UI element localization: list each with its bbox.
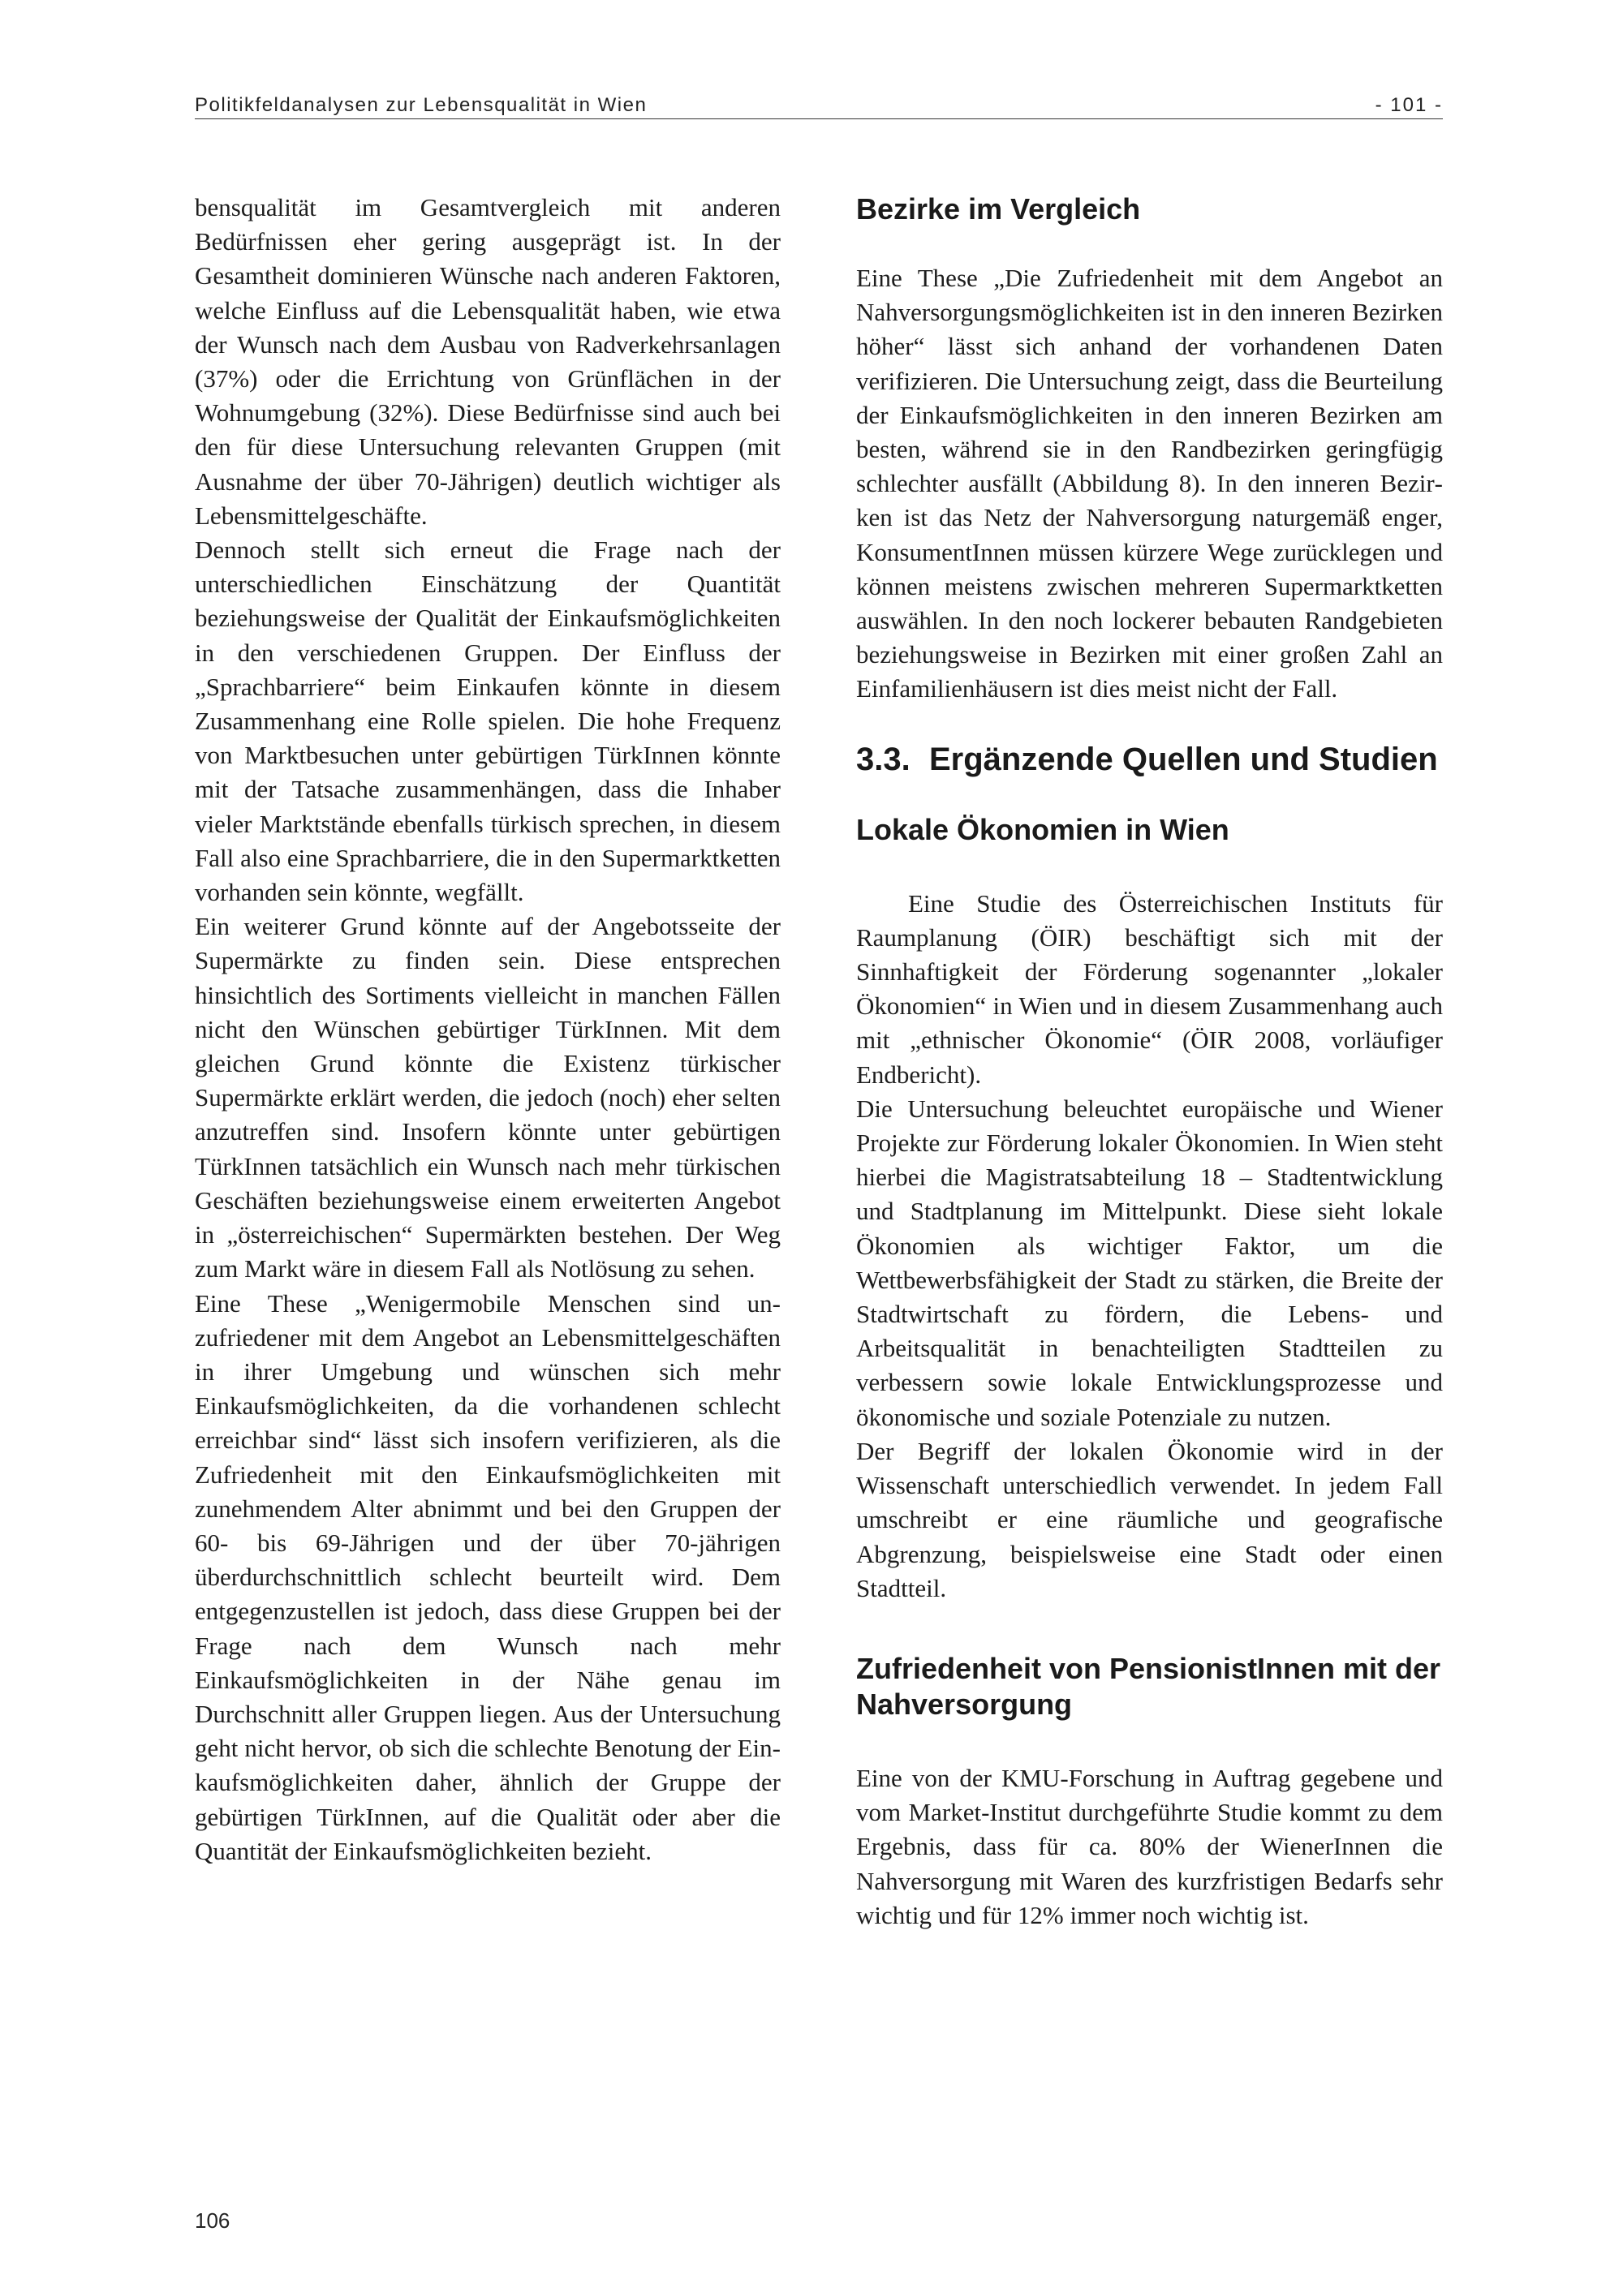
body-paragraph: Dennoch stellt sich erneut die Frage nach der unterschiedlichen Einschätzung der Quantität beziehungsweise der Qualität der Einkaufsmöglichkeiten in den verschiedenen Gruppen. Der Einfluss der „Sprachbarriere“ beim Einkaufen könnte in diesem Zusammenhang eine Rolle spielen. Die hohe Frequenz von Marktbesuchen unter gebürtigen TürkInnen könnte mit der Tatsache zusammenhängen, dass die Inhaber vieler Marktstände ebenfalls türkisch sprechen, in diesem Fall also eine Sprachbarriere, die in den Supermarktketten vorhanden sein könnte, wegfällt. — [195, 535, 781, 907]
right-column — [856, 191, 1443, 1933]
section-title: Ergänzende Quellen und Studien — [929, 741, 1438, 777]
subheading-bezirke: Bezirke im Vergleich — [856, 192, 1141, 226]
footer-page-number: 106 — [195, 2208, 230, 2233]
body-paragraph: Ein weiterer Grund könnte auf der Angebotsseite der Supermärkte zu finden sein. Diese entsprechen hinsichtlich des Sortiments vielleicht in manchen Fällen nicht den Wünschen gebürtiger TürkInnen. Mit dem gleichen Grund könnte die Existenz türkischer Supermärkte erklärt werden, die jedoch (noch) eher selten anzutreffen sind. Insofern könnte unter gebürtigen TürkInnen tatsächlich ein Wunsch nach mehr türkischen Geschäften beziehungsweise einem erweiterten Angebot in „österreichischen“ Supermärkten bestehen. Der Weg zum Markt wäre in diesem Fall als Notlösung zu sehen. — [195, 912, 781, 1283]
body-paragraph: Eine These „Wenigermobile Menschen sind unzufriedener mit dem Angebot an Lebensmittelgeschäften in ihrer Umgebung und wünschen sich mehr Einkaufsmöglichkeiten, da die vorhandenen schlecht erreichbar sind“ lässt sich insofern verifizieren, als die Zufriedenheit mit den Einkaufsmöglichkeiten mit zunehmendem Alter abnimmt und bei den Gruppen der 60- bis 69-Jährigen und der über 70-jährigen überdurchschnittlich schlecht beurteilt wird. Dem entgegenzustellen ist jedoch, dass diese Gruppen bei der Frage nach dem Wunsch nach mehr Einkaufsmöglichkeiten in der Nähe genau im Durchschnitt aller Gruppen liegen. Aus der Untersuchung geht nicht hervor, ob sich die schlechte Benotung der Einkaufsmöglichkeiten daher, ähnlich der Gruppe der gebürtigen TürkInnen, auf die Qualität oder aber die Quantität der Einkaufsmöglichkeiten bezieht. — [195, 1288, 781, 1865]
body-paragraph: Der Begriff der lokalen Ökonomie wird in der Wissenschaft unterschiedlich verwendet. In jedem Fall umschreibt er eine räumliche und geografische Abgrenzung, beispielsweise eine Stadt oder einen Stadtteil. — [856, 1436, 1443, 1602]
running-header-page-marker: - 101 - — [1375, 94, 1443, 116]
subheading-lokale-oekonomien: Lokale Ökonomien in Wien — [856, 812, 1229, 846]
body-paragraph: Eine von der KMU-Forschung in Auftrag gegebene und vom Market-Institut durchgeführte Studie kommt zu dem Ergebnis, dass für ca. 80% der WienerInnen die Nahversorgung mit Waren des kurzfristigen Bedarfs sehr wichtig und für 12% immer noch wichtig ist. — [856, 1763, 1443, 1929]
running-header-title: Politikfeldanalysen zur Lebensqualität in Wien — [195, 94, 648, 116]
section-number: 3.3. — [856, 741, 911, 777]
body-paragraph: Eine Studie des Österreichischen Instituts für Raumplanung (ÖIR) beschäftigt sich mit der Sinnhaftigkeit der Förderung sogenannter „lokaler Ökonomien“ in Wien und in diesem Zusammenhang auch mit „ethnischer Ökonomie“ (ÖIR 2008, vorläufiger Endbericht). — [856, 888, 1443, 1089]
body-paragraph: bensqualität im Gesamtvergleich mit anderen Bedürfnissen eher gering ausgeprägt ist. In der Gesamtheit dominieren Wünsche nach anderen Faktoren, welche Einfluss auf die Lebensqualität haben, wie etwa der Wunsch nach dem Ausbau von Radverkehrsanlagen (37%) oder die Errichtung von Grünflächen in der Wohnumgebung (32%). Diese Bedürfnisse sind auch bei den für diese Untersuchung relevanten Gruppen (mit Ausnahme der über 70-Jährigen) deutlich wichtiger als Lebensmittelgeschäfte. — [195, 193, 781, 530]
section-heading — [856, 741, 1443, 778]
subheading-pensionistinnen: Zufriedenheit von PensionistInnen mit der Nahversorgung — [856, 1651, 1441, 1721]
body-paragraph: Die Untersuchung beleuchtet europäische und Wiener Projekte zur Förderung lokaler Ökonomien. In Wien steht hierbei die Magistratsabteilung 18 – Stadtentwicklung und Stadtplanung im Mittelpunkt. Diese sieht lokale Ökonomien als wichtiger Faktor, um die Wettbewerbsfähigkeit der Stadt zu stärken, die Breite der Stadtwirtschaft zu fördern, die Lebens- und Arbeitsqualität in benachteiligten Stadtteilen zu verbessern sowie lokale Entwicklungsprozesse und ökonomische und soziale Potenziale zu nutzen. — [856, 1094, 1443, 1431]
left-column — [195, 191, 781, 1868]
header-rule — [195, 118, 1443, 119]
body-paragraph: Eine These „Die Zufriedenheit mit dem Angebot an Nahversorgungsmöglichkeiten ist in den inneren Bezirken höher“ lässt sich anhand der vorhandenen Daten verifizieren. Die Untersuchung zeigt, dass die Beurteilung der Einkaufsmöglichkeiten in den inneren Bezirken am besten, während sie in den Randbezirken geringfügig schlechter ausfällt (Abbildung 8). In den inneren Bezirken ist das Netz der Nahversorgung naturgemäß enger, KonsumentInnen müssen kürzere Wege zurücklegen und können meistens zwischen mehreren Supermarktketten auswählen. In den noch lockerer bebauten Randgebieten beziehungsweise in Bezirken mit einer großen Zahl an Einfamilienhäusern ist dies meist nicht der Fall. — [856, 264, 1443, 703]
